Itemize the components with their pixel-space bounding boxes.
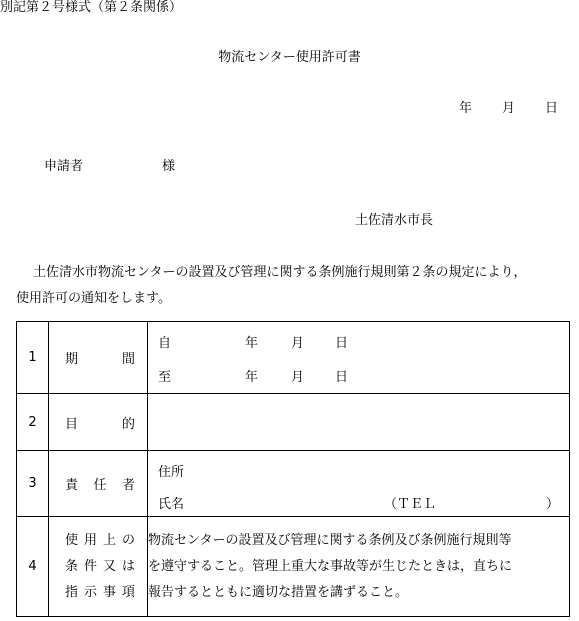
label-char: 責	[65, 478, 79, 493]
row-number: 4	[17, 517, 49, 617]
table-row-period	[17, 322, 570, 394]
period-from-day: 日	[335, 336, 349, 351]
row-number: 1	[17, 322, 49, 394]
period-label	[49, 322, 148, 394]
period-from-month: 月	[291, 336, 305, 351]
period-to-year: 年	[245, 370, 259, 385]
label-char: の	[121, 532, 135, 548]
form-number: 別記第２号様式（第２条関係）	[0, 0, 183, 15]
label-char: 条	[65, 558, 79, 574]
period-to-label: 至	[158, 370, 172, 385]
period-from-year: 年	[245, 336, 259, 351]
table-row-purpose	[17, 394, 570, 451]
conditions-line: を遵守すること。管理上重大な事故等が生じたときは，直ちに	[148, 558, 513, 574]
issuer-name: 土佐清水市長	[355, 213, 434, 228]
responsible-person-content	[148, 451, 570, 517]
label-char: 任	[93, 478, 107, 493]
label-char: 目	[65, 416, 79, 432]
period-content	[148, 322, 570, 394]
label-char: 項	[121, 584, 135, 600]
label-char: 間	[121, 352, 135, 367]
label-char: 件	[83, 558, 97, 574]
conditions-line: 物流センターの設置及び管理に関する条例及び条例施行規則等	[148, 532, 512, 548]
label-char: は	[121, 558, 135, 574]
label-char: 示	[83, 584, 97, 600]
table-row-conditions	[17, 517, 570, 617]
purpose-label	[49, 394, 148, 451]
tel-open-label: （ＴＥＬ	[384, 497, 437, 512]
tel-close-label: ）	[546, 497, 560, 512]
terms-table	[16, 321, 570, 617]
date-month-label: 月	[502, 101, 516, 116]
conditions-content	[148, 517, 570, 617]
period-to-month: 月	[291, 370, 305, 385]
purpose-content	[148, 394, 570, 451]
label-char: 又	[102, 558, 116, 574]
address-label: 住所	[158, 465, 185, 480]
label-char: 用	[83, 532, 97, 548]
label-char: 使	[65, 532, 79, 548]
name-label: 氏名	[158, 497, 185, 512]
period-to-day: 日	[335, 370, 349, 385]
label-char: 事	[102, 584, 116, 600]
label-char: 的	[121, 416, 135, 432]
notice-text-line1: 土佐清水市物流センターの設置及び管理に関する条例施行規則第２条の規定により，	[33, 265, 527, 280]
table-row-responsible-person	[17, 451, 570, 517]
conditions-line: 報告するとともに適切な措置を講ずること。	[148, 584, 409, 600]
label-char: 期	[65, 352, 79, 367]
date-day-label: 日	[545, 101, 559, 116]
conditions-label	[49, 517, 148, 617]
applicant-honorific: 様	[162, 159, 176, 174]
period-from-label: 自	[158, 336, 172, 351]
label-char: 者	[121, 478, 135, 493]
responsible-person-label	[49, 451, 148, 517]
label-char: 指	[65, 584, 79, 600]
row-number: 2	[17, 394, 49, 451]
applicant-label: 申請者	[44, 159, 84, 174]
document-title: 物流センター使用許可書	[218, 50, 361, 65]
date-year-label: 年	[459, 101, 473, 116]
label-char: 上	[102, 532, 116, 548]
row-number: 3	[17, 451, 49, 517]
notice-text-line2: 使用許可の通知をします。	[16, 291, 171, 306]
